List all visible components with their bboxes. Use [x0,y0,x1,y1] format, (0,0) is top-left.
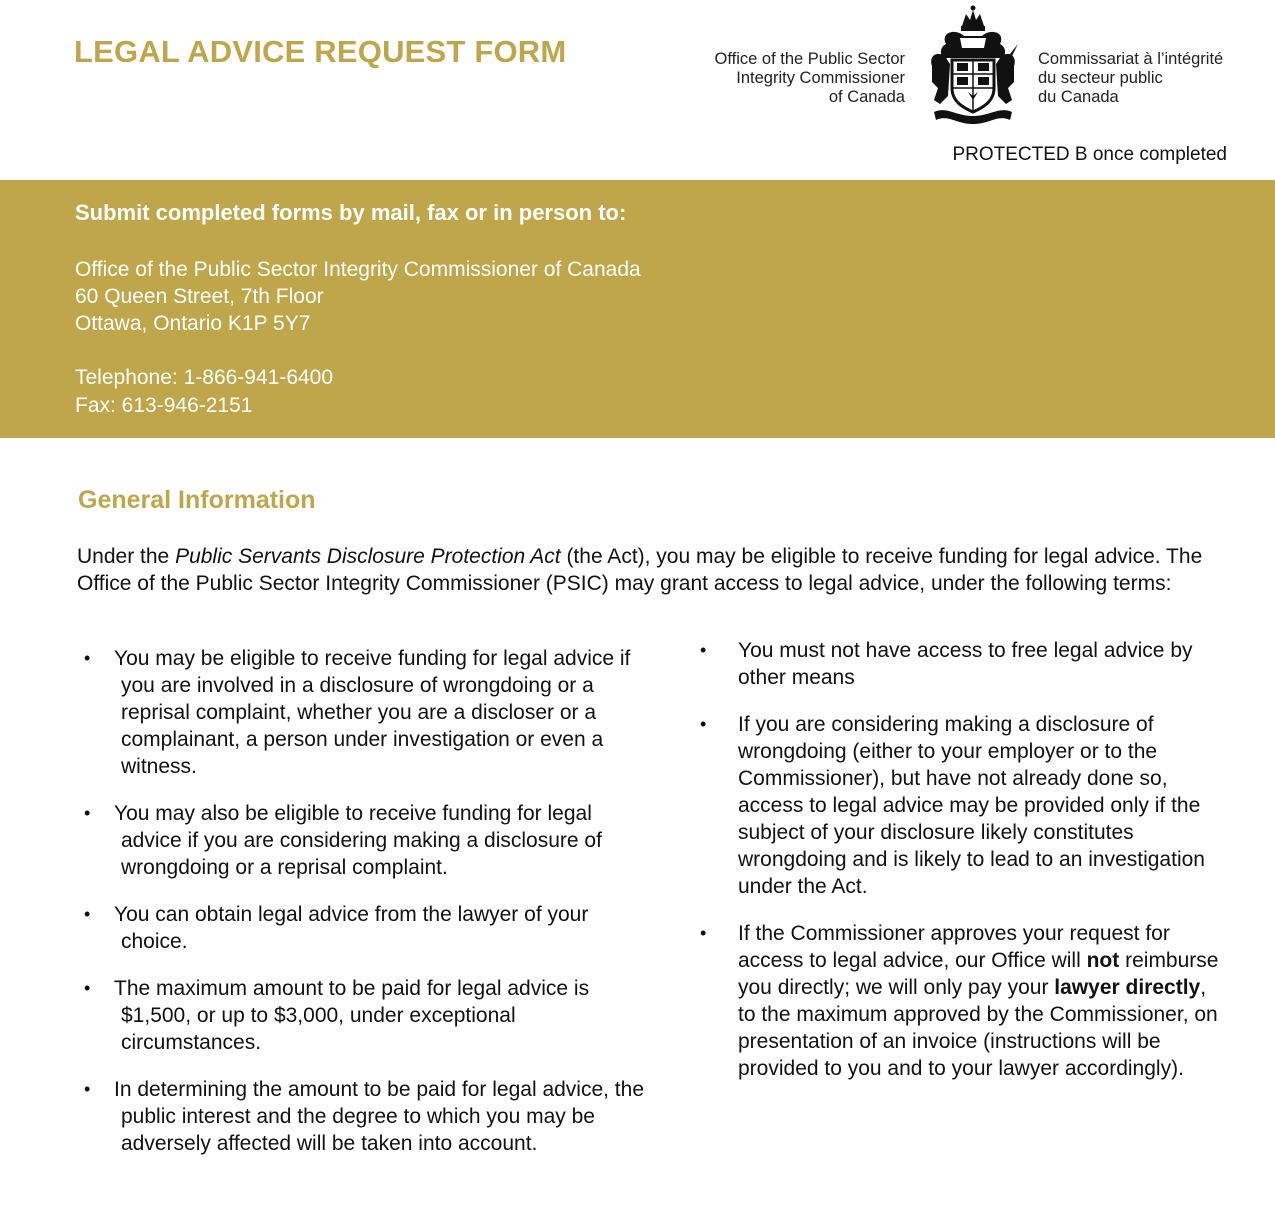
list-item-text: If the Commissioner approves your request for access to legal advice, our Office will [738,922,1170,972]
org-name-french [1038,50,1268,107]
emphasis-lawyer-directly: lawyer directly [1054,976,1201,999]
org-name-english-line: Integrity Commissioner [736,69,905,87]
list-item [84,975,644,1056]
telephone: Telephone: 1-866-941-6400 [75,366,334,389]
bullet-icon: • [700,640,707,660]
list-item-text: You can obtain legal advice from the lawyer of your choice. [114,903,589,953]
list-item [700,637,1220,691]
form-title: LEGAL ADVICE REQUEST FORM [74,34,567,69]
intro-text: (the Act), you may be eligible to receive funding for legal advice. The Office of the Public Sector Integrity Commissioner (PSIC) may grant access to legal advice, under the following terms: [77,545,1203,595]
list-item-text: In determining the amount to be paid for legal advice, the public interest and the degree to which you may be adversely affected will be taken into account. [114,1078,645,1155]
org-name-english-line: Office of the Public Sector [714,50,905,68]
bullet-icon: • [84,1079,91,1099]
mailing-address [75,256,641,337]
list-item-text: You may also be eligible to receive funding for legal advice if you are considering making a disclosure of wrongdoing or a reprisal complaint. [114,802,602,879]
org-name-french-line: du secteur public [1038,69,1163,87]
address-line: Office of the Public Sector Integrity Commissioner of Canada [75,258,641,281]
terms-list-right [700,637,1220,1102]
org-name-french-line: du Canada [1038,88,1119,106]
bullet-icon: • [700,714,707,734]
intro-text: Under the [77,545,176,568]
bullet-icon: • [84,904,91,924]
fax: Fax: 613-946-2151 [75,394,253,417]
bullet-icon: • [84,803,91,823]
org-name-french-line: Commissariat à l’intégrité [1038,50,1224,68]
protected-label: PROTECTED B once completed [952,144,1227,165]
list-item [84,800,644,881]
submission-banner [0,180,1275,438]
address-line: 60 Queen Street, 7th Floor [75,285,324,308]
terms-list-left [84,645,644,1177]
list-item-text: If you are considering making a disclosure of wrongdoing (either to your employer or to the Commissioner), but have not already done so, access to legal advice may be provided only if the subject of your disclosure likely constitutes wrongdoing and is likely to lead to an investigation under the Act. [738,713,1205,898]
list-item [84,901,644,955]
emphasis-not: not [1086,949,1120,972]
intro-paragraph [77,543,1217,597]
bullet-icon: • [84,648,91,668]
list-item-text: You may be eligible to receive funding for legal advice if you are involved in a disclosure of wrongdoing or a reprisal complaint, whether you are a discloser or a complainant, a person under investigation or even a witness. [114,647,631,778]
bullet-icon: • [84,978,91,998]
act-name: Public Servants Disclosure Protection Act [175,545,561,568]
list-item-text: The maximum amount to be paid for legal advice is $1,500, or up to $3,000, under exceptional circumstances. [114,977,590,1054]
list-item-text: You must not have access to free legal advice by other means [738,639,1193,689]
list-item [84,645,644,780]
coat-of-arms-icon [926,4,1020,126]
section-title: General Information [78,486,316,514]
address-line: Ottawa, Ontario K1P 5Y7 [75,312,311,335]
banner-heading: Submit completed forms by mail, fax or in person to: [75,200,627,225]
list-item [84,1076,644,1157]
list-item [700,711,1220,900]
list-item-text: , to the maximum approved by the Commissioner, on presentation of an invoice (instructions will be provided to you and to your lawyer accordingly). [738,976,1218,1080]
list-item [700,920,1220,1082]
org-name-english [645,50,905,107]
contact-info [75,364,333,420]
bullet-icon: • [700,923,707,943]
org-name-english-line: of Canada [828,88,905,106]
list-item-text: reimburse you directly; we will only pay your [738,949,1219,999]
